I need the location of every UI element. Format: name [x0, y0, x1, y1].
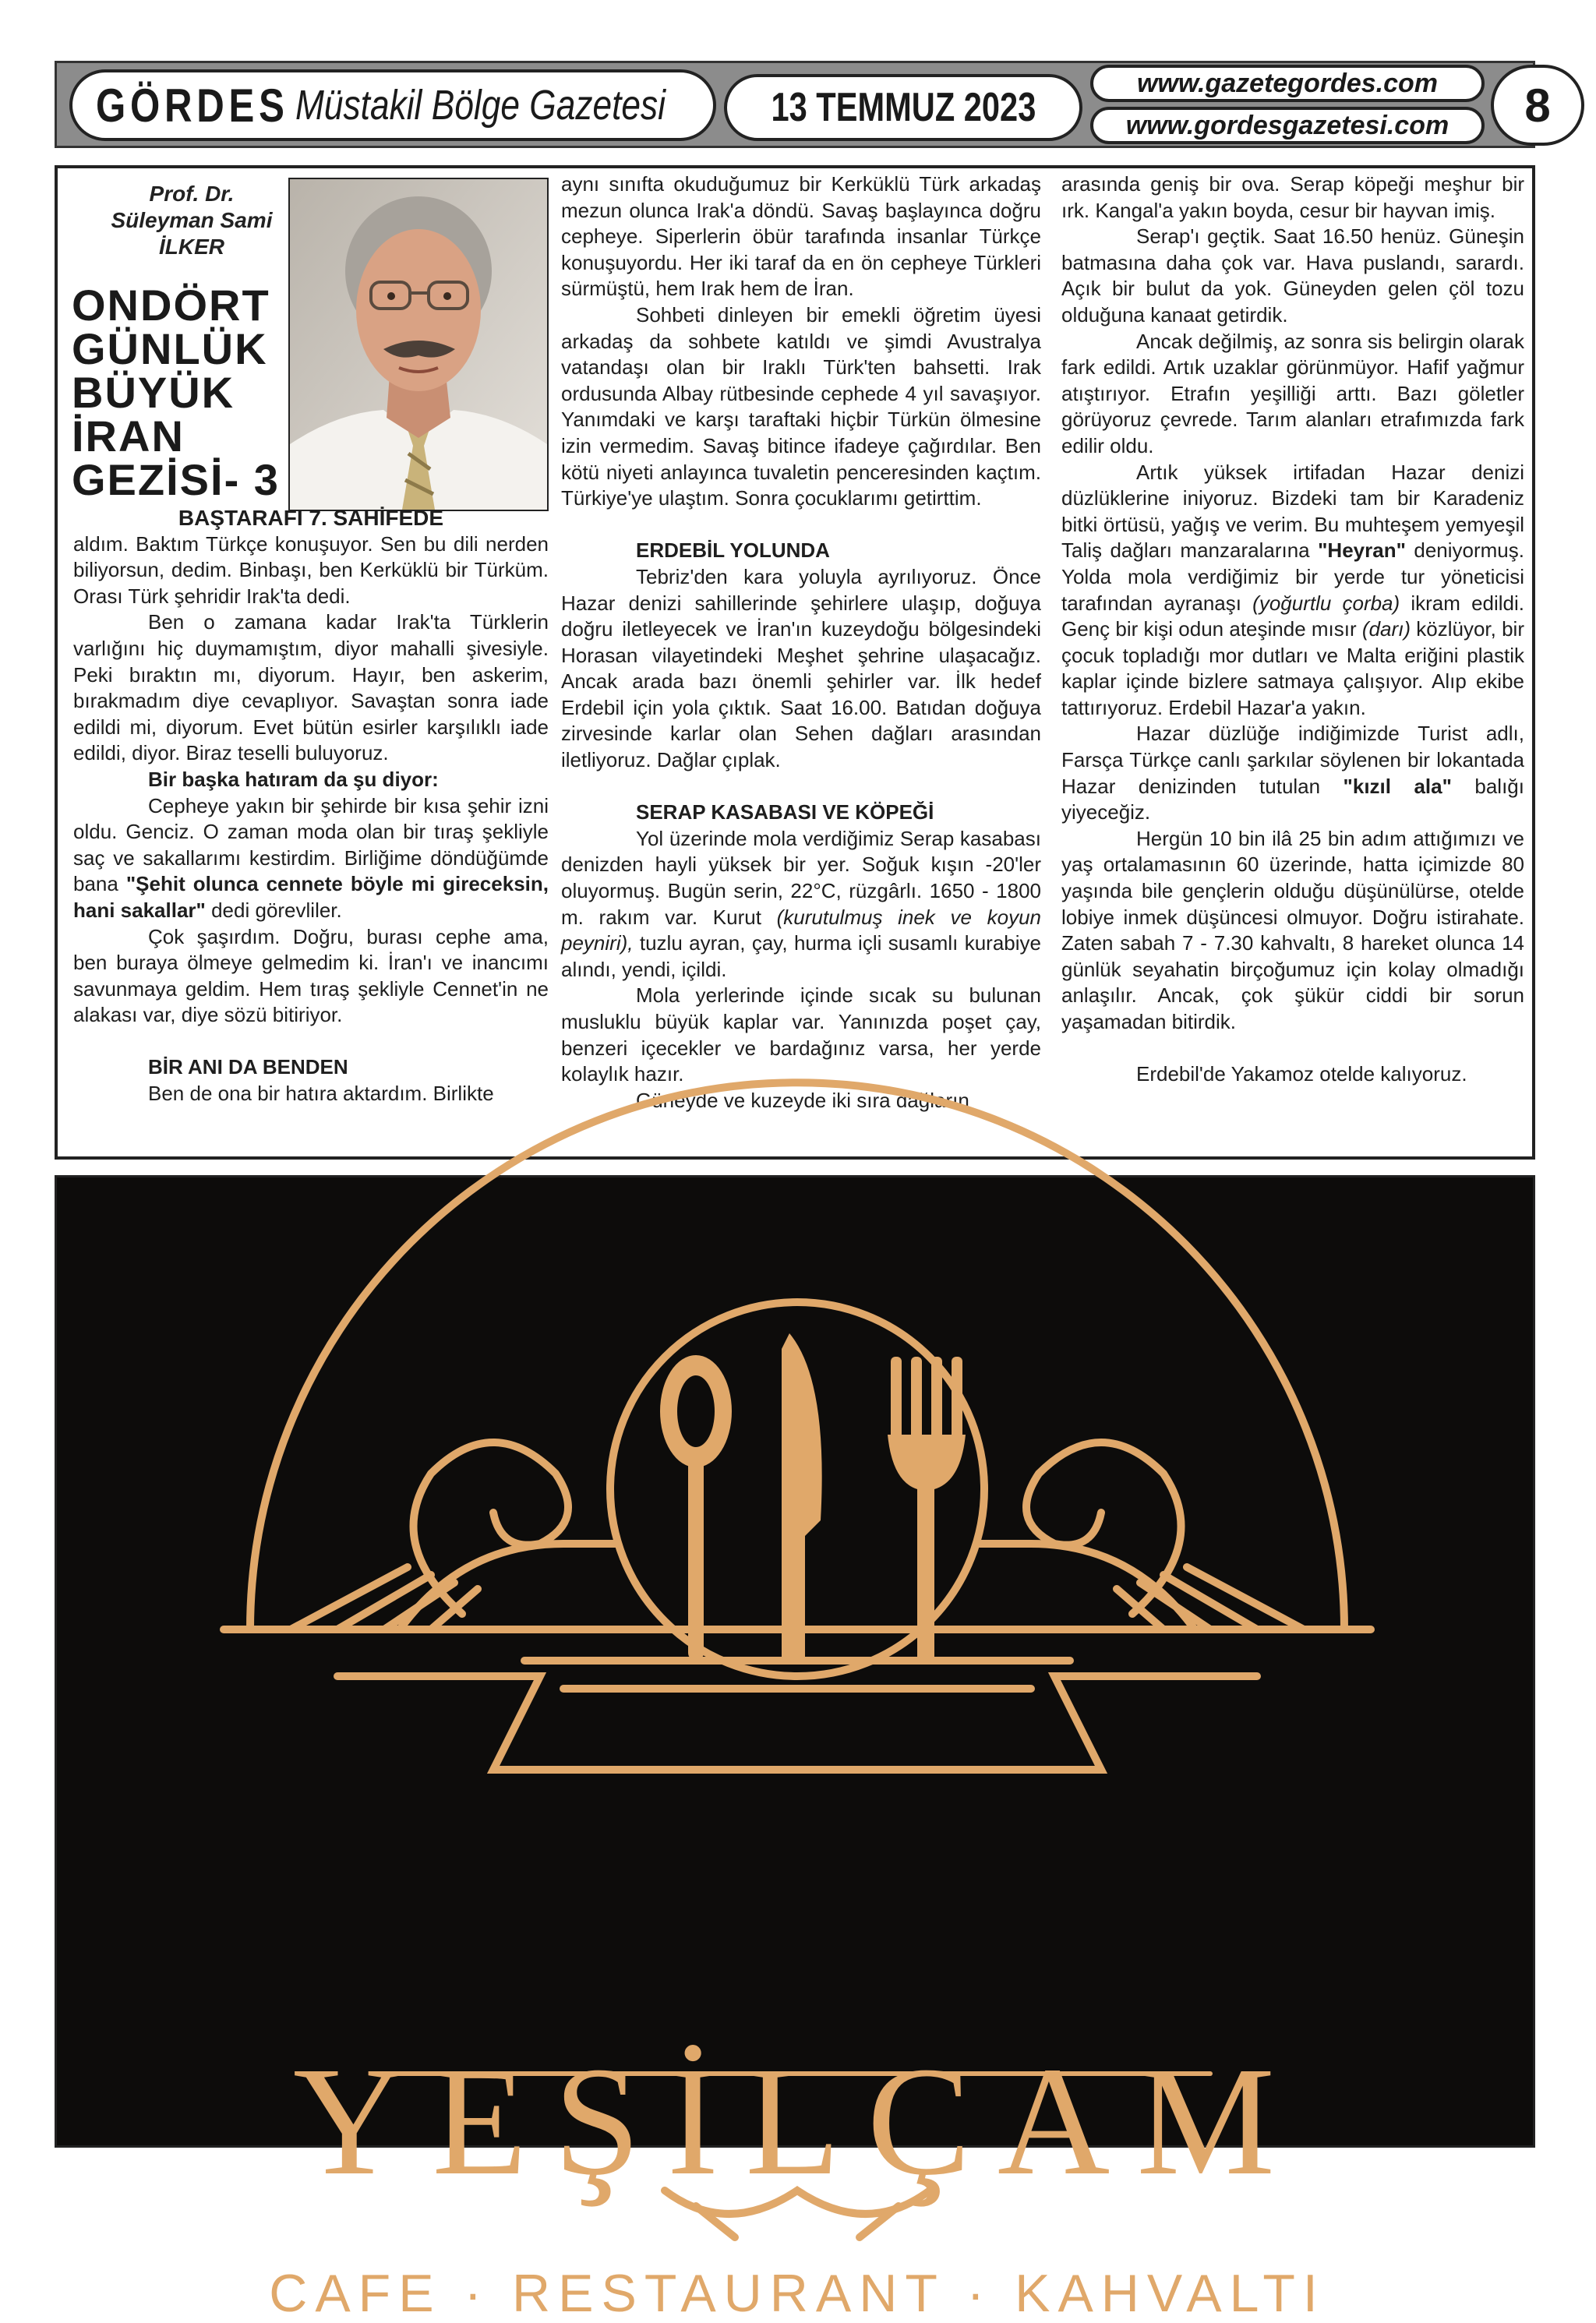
paragraph: aldım. Baktım Türkçe konuşuyor. Sen bu dili nerden biliyorsun, dedim. Binbaşı, ben Kerküklü bir Türküm. Orası Türk şehridir Irak'ta dedi.: [73, 531, 549, 608]
spacer: [1061, 1036, 1524, 1062]
paragraph: [73, 793, 549, 924]
restaurant-subtitle: CAFE · RESTAURANT · KAHVALTI: [269, 2264, 1326, 2323]
headline-line: GEZİSİ- 3: [72, 455, 280, 504]
bold-quote: "Heyran": [1318, 538, 1406, 563]
page-number-pill: [1491, 65, 1584, 146]
paragraph: [561, 826, 1041, 983]
paragraph: arasında geniş bir ova. Serap köpeği meşhur bir ırk. Kangal'a yakın boyda, cesur bir hayvan imiş.: [1061, 172, 1524, 222]
italic-run: (yoğurtlu çorba): [1252, 591, 1400, 615]
paragraph: Çok şaşırdım. Doğru, burası cephe ama, ben buraya ölmeye gelmedim ki. İran'ı ve inancımı savunmaya geldim. Hem tıraş şekliyle Cennet'in ne alakası var, diye sözü bitiriyor.: [73, 924, 549, 1027]
paragraph: Mola yerlerinde içinde sıcak su bulunan musluklu büyük kaplar var. Yanınızda poşet çay, benzeri içecekler ve bardağınız varsa, her yerde kolaylık hazır.: [561, 983, 1041, 1086]
paragraph: Hergün 10 bin ilâ 25 bin adım attığımızı ve yaş ortalamasının 60 üzerinde, hatta içimizde 80 yaşında bile gençlerin olduğu düşünülürse, otelde lobiye inmek düşüncesi olmuyor. Doğru istirahate. Zaten sabah 7 - 7.30 kahvaltı, 8 hareket olunca 14 günlük seyahatin birçoğumuz için kolay olmadığı anlaşılır. Ancak, çok şükür ciddi bir sorun yaşamadan bitirdik.: [1061, 826, 1524, 1033]
restaurant-name: YEŞİLÇAM: [292, 2035, 1302, 2208]
text-run: dedi görevliler.: [205, 898, 342, 922]
article-column-1: [73, 505, 549, 1107]
masthead: [55, 61, 1551, 148]
author-title: Prof. Dr.: [149, 182, 235, 206]
headline-line: GÜNLÜK: [72, 324, 268, 373]
text-run: közlüyor, bir çocuk topladığı mor dutları ve Malta eriğini plastik kaplar içinde bizlere satmaya çalışıyor. Alıp ekibe tattırıyoruz. Erdebil Hazar'a yakın.: [1061, 617, 1524, 719]
author-surname: İLKER: [159, 235, 224, 259]
paragraph: Ben de ona bir hatıra aktardım. Birlikte: [148, 1082, 494, 1106]
newspaper-name-pill: [69, 69, 716, 141]
section-heading: SERAP KASABASI VE KÖPEĞİ: [636, 800, 934, 824]
website-pill-2: [1090, 107, 1485, 144]
headline-line: İRAN: [72, 411, 185, 461]
author-name: Süleyman Sami: [111, 208, 273, 232]
fork-icon: [888, 1357, 966, 1661]
paragraph: Tebriz'den kara yoluyla ayrılıyoruz. Önce Hazar denizi sahillerinde şehirlere ulaşıp, doğuya doğru iletleyecek ve İran'ın kuzeydoğu bölgesindeki Horasan vilayetindeki Meşhet şehrine ulaşacağız. Ancak arada bazı önemli şehirler var. İlk hedef Erdebil için yola çıktık. Saat 16.00. Batıdan doğuya zirvesinde karlar olan Sehen dağları arasından iletliyoruz. Dağlar çıplak.: [561, 564, 1041, 772]
website-link-1[interactable]: www.gazetegordes.com: [1136, 68, 1439, 98]
author-byline: [75, 181, 309, 260]
website-link-2[interactable]: www.gordesgazetesi.com: [1125, 110, 1449, 140]
restaurant-advertisement: [55, 1175, 1535, 2323]
bold-quote: "kızıl ala": [1343, 774, 1452, 798]
text-run: deniyormuş. Yolda mola verdiğimiz bir yerde tur yöneticisi tarafından ayranaşı: [1061, 538, 1524, 615]
website-pill-1: [1090, 65, 1485, 102]
newspaper-brand: GÖRDES: [96, 79, 289, 132]
page-number: 8: [1524, 79, 1551, 132]
paragraph: Sohbeti dinleyen bir emekli öğretim üyesi arkadaş da sohbete katıldı ve şimdi Avustralya vatandaşı olan bir Iraklı Türk'ten bahsetti. Irak ordusunda Albay rütbesinde cephede 4 yıl savaşıyor. Yanımdaki ve karşı taraftaki hiçbir Türkün ölmesine izin vermedim. Savaş bitince ifadeye çağırdılar. Ben kötü niyeti anlayınca tuvaletin penceresinden kaçtım. Türkiye'ye ulaştım. Sonra çocuklarımı getirttim.: [561, 302, 1041, 510]
headline-line: ONDÖRT: [72, 281, 270, 330]
article-box: [55, 165, 1535, 1160]
paragraph: Erdebil'de Yakamoz otelde kalıyoruz.: [1136, 1062, 1467, 1086]
headline-line: BÜYÜK: [72, 368, 235, 417]
knife-icon: [782, 1333, 822, 1661]
author-photo: [288, 178, 549, 511]
text-run: tuzlu ayran, çay, hurma içli susamlı kurabiye alındı, yendi, içildi.: [561, 931, 1041, 981]
article-column-2: [561, 171, 1041, 1114]
italic-run: (kurutulmuş inek ve koyun peyniri),: [561, 905, 1041, 955]
bold-paragraph: Bir başka hatıram da şu diyor:: [148, 767, 439, 791]
paragraph: [1061, 721, 1524, 825]
paragraph: Ben o zamana kadar Irak'ta Türklerin varlığını hiç duymamıştım, diyor mahalli şivesiyle. Peki bıraktın mı, diyorum. Hayır, ben askerim, bırakmadım diye cevaplıyor. Savaştan sonra iade edildi mi, diyorum. Evet bütün esirler karşılıklı iade edildi, diyor. Biraz teselli buluyoruz.: [73, 610, 549, 765]
text-run: Artık yüksek irtifadan Hazar denizi düzlüklerine iniyoruz. Bizdeki tam bir Karadeniz bitki örtüsü, yağış ve verim. Bu muhteşem yemyeşil Taliş dağları manzaralarına: [1061, 460, 1524, 563]
italic-run: (darı): [1361, 617, 1411, 641]
text-run: balığı yiyeceğiz.: [1061, 774, 1524, 824]
text-run: Cepheye yakın bir şehirde bir kısa şehir izni oldu. Genciz. O zaman moda olan bir tıraş şekliyle saç ve sakallarımı kestirdim. Birliğime döndüğümde bana: [73, 793, 549, 896]
paragraph: aynı sınıfta okuduğumuz bir Kerküklü Türk arkadaş mezun olunca Irak'a döndü. Savaş başlayınca doğru cepheye. Siperlerin öbür tarafında insanlar Türkçe konuşuyordu. Her iki taraf da en ön cepheye Türkleri sürmüştü, hem Irak hem de İran.: [561, 172, 1041, 301]
section-heading: ERDEBİL YOLUNDA: [636, 538, 830, 563]
paragraph: [1061, 460, 1524, 722]
section-heading: BİR ANI DA BENDEN: [148, 1055, 348, 1079]
paragraph: Serap'ı geçtik. Saat 16.50 henüz. Güneşin batmasına daha çok var. Hava puslandı, sarardı. Açık bir bulut da yok. Güneyden gelen çöl tozu olduğuna kanaat getirdik.: [1061, 224, 1524, 327]
author-portrait-image: [290, 179, 547, 510]
newspaper-tagline: Müstakil Bölge Gazetesi: [295, 82, 666, 129]
issue-date: 13 TEMMUZ 2023: [771, 85, 1036, 130]
text-run: Hazar düzlüğe indiğimizde Turist adlı, Farsça Türkçe canlı şarkılar söylenen bir lokantada Hazar denizinden tutulan: [1061, 722, 1524, 798]
paragraph: Güneyde ve kuzeyde iki sıra dağların: [636, 1088, 969, 1112]
text-run: ikram edildi. Genç bir kişi odun ateşinde mısır: [1061, 591, 1525, 641]
paragraph: Ancak değilmiş, az sonra sis belirgin olarak fark edildi. Artık uzaklar görünmüyor. Hafif yağmur atıştırıyor. Etrafın yeşilliği arttı. Bazı göletler görüyoruz çevrede. Tarım alanları etrafımızda fark edilir oldu.: [1061, 329, 1524, 457]
text-run: Yol üzerinde mola verdiğimiz Serap kasabası denizden hayli yüksek bir yer. Soğuk kışın -20'ler oluyormuş. Bugün serin, 22°C, rüzgârlı. 1650 - 1800 m. rakım var. Kurut: [561, 826, 1041, 929]
bold-quote: "Şehit olunca cennete böyle mi gireceksin, hani sakallar": [73, 872, 549, 922]
continued-from-note: BAŞTARAFI 7. SAHİFEDE: [178, 506, 444, 530]
article-column-3: [1061, 171, 1524, 1088]
issue-date-pill: [724, 74, 1082, 141]
restaurant-logo-emblem: [57, 1177, 1538, 2150]
